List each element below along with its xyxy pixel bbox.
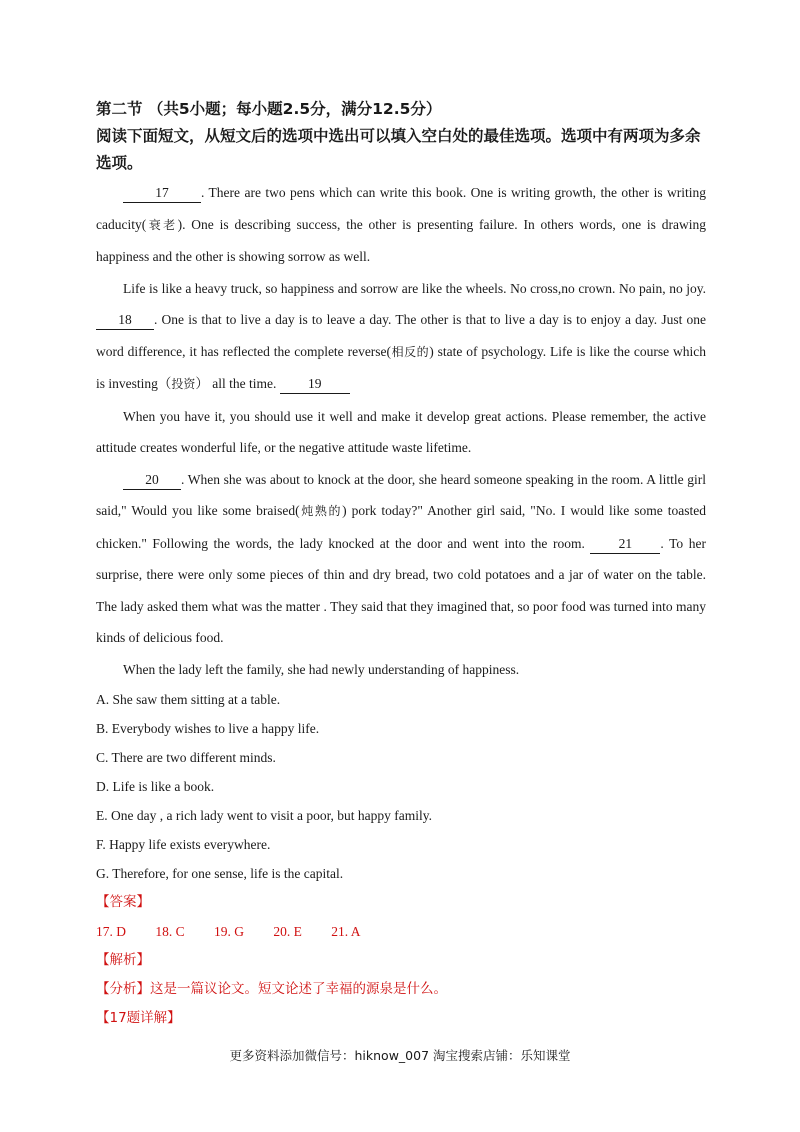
option-d: D. Life is like a book. bbox=[96, 779, 215, 794]
option-a: A. She saw them sitting at a table. bbox=[96, 692, 281, 707]
answer-18: 18. C bbox=[155, 924, 185, 939]
answer-heading: 【答案】 bbox=[96, 894, 150, 910]
blank-21: 21 bbox=[590, 535, 660, 554]
page-footer: 更多资料添加微信号：hiknow_007 淘宝搜索店铺：乐知课堂 bbox=[229, 1048, 571, 1063]
passage-paragraph-3: When you have it, you should use it well and make it develop great actions. Please remember, the active attitude creates wonderful life, or the negative attitude waste lifetime. bbox=[96, 408, 706, 455]
answer-key bbox=[96, 917, 706, 946]
passage-paragraph-4: 20 . When she was about to knock at the door, she heard someone speaking in the room. A little girl said," Would you like some braised(炖熟的) pork today?" Another girl said, "No. I would like some toasted chicken." Following the words, the lady knocked at the door and went into the room. 21 . To her surprise, there were only some pieces of thin and dry bread, two cold potatoes and a jar of water on the table. The lady asked them what was the matter . They said that they imagined that, so poor food was turned into many kinds of delicious food. bbox=[96, 471, 706, 645]
blank-20: 20 bbox=[123, 471, 181, 490]
analysis-heading: 【解析】 bbox=[96, 952, 150, 968]
option-e: E. One day , a rich lady went to visit a poor, but happy family. bbox=[96, 808, 433, 823]
answer-19: 19. G bbox=[214, 924, 245, 939]
detail-heading-17: 【17题详解】 bbox=[96, 1010, 181, 1026]
answer-20: 20. E bbox=[273, 924, 302, 939]
option-g: G. Therefore, for one sense, life is the capital. bbox=[96, 866, 344, 881]
section-instruction: 阅读下面短文，从短文后的选项中选出可以填入空白处的最佳选项。选项中有两项为多余选项。 bbox=[96, 127, 701, 172]
blank-17: 17 bbox=[123, 184, 201, 203]
passage-paragraph-1: 17 . There are two pens which can write this book. One is writing growth, the other is writing caducity(衰老). One is describing success, the other is presenting failure. In others words, one is drawing happiness and the other is showing sorrow as well. bbox=[96, 185, 706, 264]
option-b: B. Everybody wishes to live a happy life. bbox=[96, 721, 320, 736]
answer-21: 21. A bbox=[331, 924, 361, 939]
passage-paragraph-2: Life is like a heavy truck, so happiness and sorrow are like the wheels. No cross,no crown. No pain, no joy. 18 . One is that to live a day is to leave a day. The other is that to live a day is to enjoy a day. Just one word difference, it has reflected the complete reverse(相反的) state of psychology. Life is like the course which is investing（投资） all the time. 19 bbox=[96, 273, 706, 401]
document-page bbox=[96, 96, 706, 1033]
option-c: C. There are two different minds. bbox=[96, 750, 276, 765]
option-f: F. Happy life exists everywhere. bbox=[96, 837, 271, 852]
section-title: 第二节 （共5小题；每小题2.5分，满分12.5分） bbox=[96, 100, 442, 118]
blank-18: 18 bbox=[96, 311, 154, 330]
options-list bbox=[96, 685, 706, 888]
blank-19: 19 bbox=[280, 375, 350, 394]
passage-paragraph-5: When the lady left the family, she had newly understanding of happiness. bbox=[123, 661, 520, 677]
analysis-summary: 【分析】这是一篇议论文。短文论述了幸福的源泉是什么。 bbox=[96, 981, 447, 997]
answer-17: 17. D bbox=[96, 924, 126, 939]
